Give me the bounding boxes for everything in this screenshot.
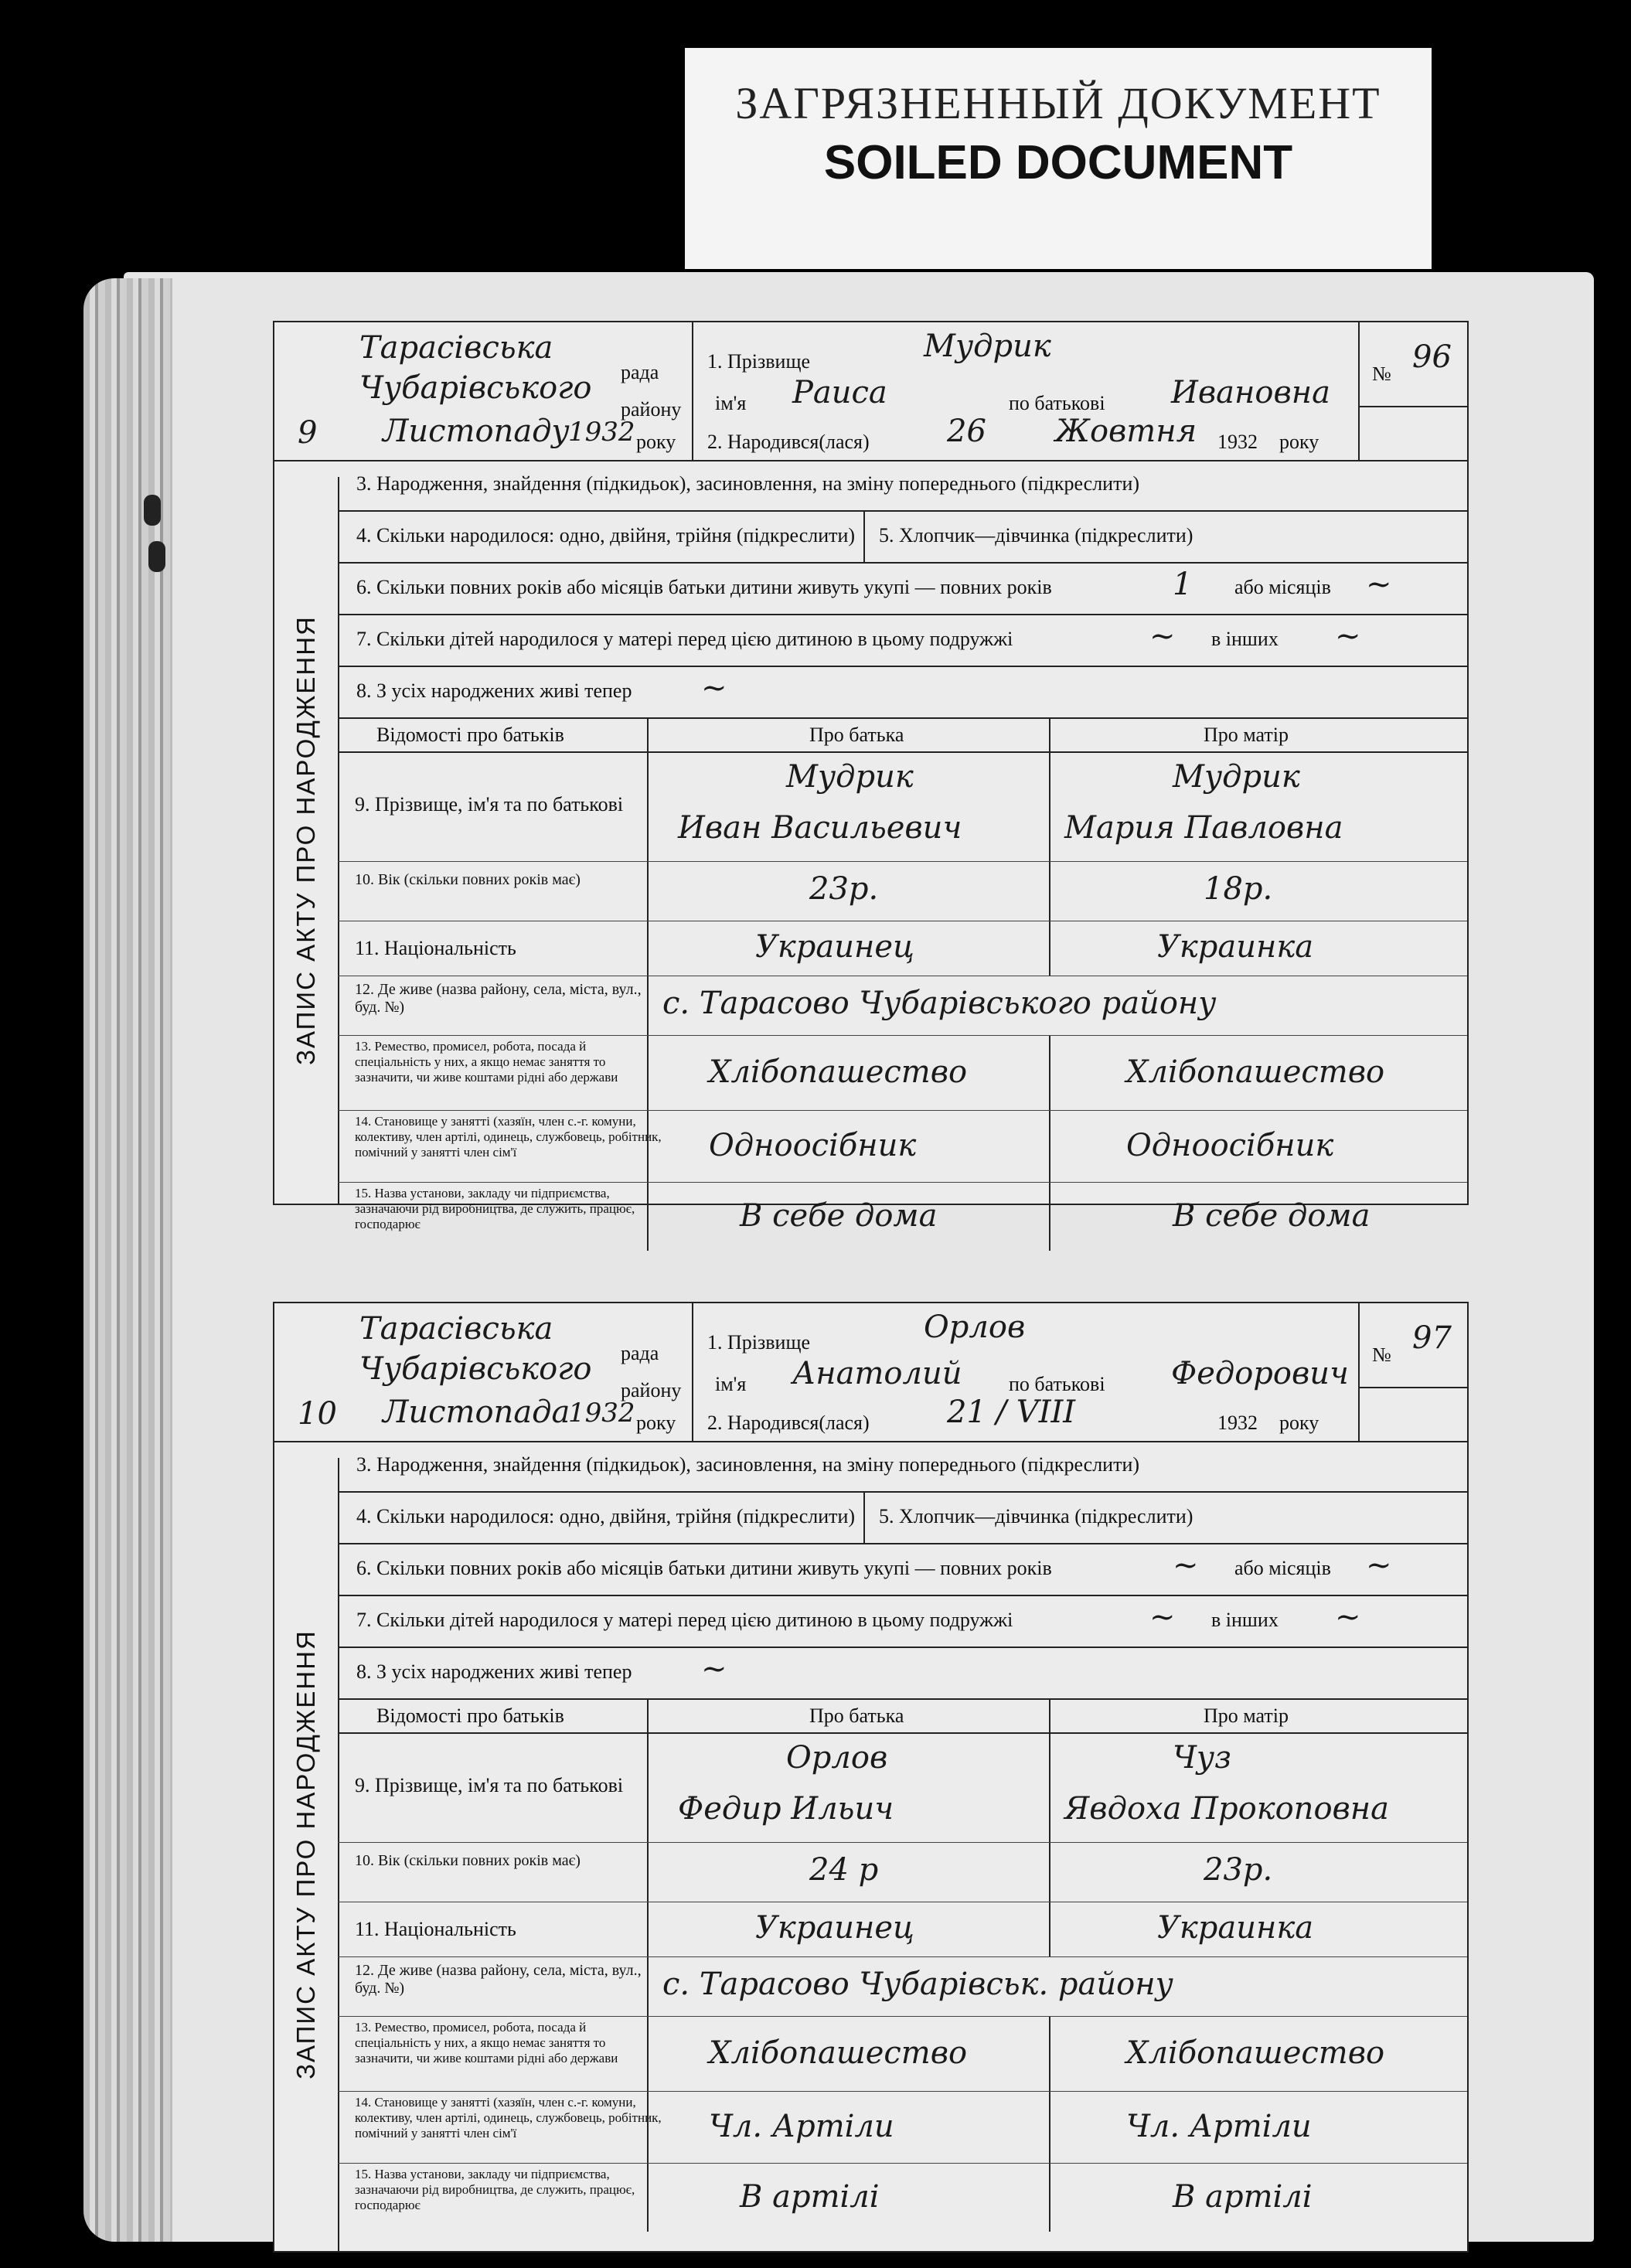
row-13-occupation — [338, 2017, 1467, 2092]
born-label: 2. Народився(лася) — [707, 431, 870, 453]
alive-handwritten: ~ — [701, 670, 727, 706]
row-11-nationality — [338, 1902, 1467, 1957]
field-10-label: 10. Вік (скільки повних років має) — [355, 871, 581, 888]
side-title — [274, 1458, 339, 2251]
row-10-age — [338, 862, 1467, 921]
roku-label-2: року — [1279, 431, 1319, 453]
row-11-nationality — [338, 921, 1467, 976]
months-handwritten: ~ — [1366, 1548, 1392, 1583]
field-14-label: 14. Становище у занятті (хазяїн, член с.-г. комуни, колективу, член артілі, одинець, службовець, робітник, помічний у занятті член сім'ї — [355, 1114, 662, 1160]
father-nationality-handwritten: Украинец — [755, 929, 914, 965]
parents-table-header — [338, 719, 1467, 753]
rada-label: рада — [621, 1342, 659, 1364]
roku-label: року — [636, 1412, 676, 1434]
row-9-fullname — [338, 753, 1467, 862]
field-14-label: 14. Становище у занятті (хазяїн, член с.-г. комуни, колективу, член артілі, одинець, службовець, робітник, помічний у занятті член сім'ї — [355, 2095, 662, 2140]
born-day-handwritten: 26 — [947, 414, 986, 449]
years-together-handwritten: 1 — [1173, 567, 1193, 602]
field-8 — [338, 1648, 1467, 1700]
field-3 — [338, 460, 1467, 512]
field-6 — [338, 1544, 1467, 1596]
record-fields — [338, 460, 1467, 1251]
col-info-header: Відомості про батьків — [376, 724, 564, 746]
label-english: SOILED DOCUMENT — [823, 136, 1293, 189]
record-day-handwritten: 10 — [298, 1396, 337, 1432]
mother-occupation-handwritten: Хлібопашество — [1126, 1054, 1385, 1090]
record-year-handwritten: 1932 — [568, 1398, 635, 1429]
field-7-other-label: в інших — [1211, 628, 1279, 650]
children-before-handwritten: ~ — [1149, 618, 1176, 654]
district-handwritten: Чубарівського — [359, 370, 592, 406]
council-block — [274, 322, 693, 460]
col-mother-header: Про матір — [1204, 724, 1289, 746]
mother-occupation-handwritten: Хлібопашество — [1126, 2035, 1385, 2071]
roku-label: року — [636, 431, 676, 453]
birth-record-96 — [273, 321, 1469, 1234]
parents-table-header — [338, 1700, 1467, 1734]
father-workplace-handwritten: В артілі — [740, 2179, 880, 2215]
patronymic-label: по батькові — [1009, 1373, 1105, 1395]
record-number-box — [1358, 322, 1467, 407]
rayon-label: району — [621, 1379, 682, 1401]
col-mother-header: Про матір — [1204, 1704, 1289, 1727]
row-9-fullname — [338, 1734, 1467, 1843]
side-title-text: ЗАПИС АКТУ ПРО НАРОДЖЕННЯ — [291, 615, 320, 1065]
field-6-months-label: або місяців — [1234, 576, 1331, 598]
council-handwritten: Тарасівська — [359, 330, 553, 366]
row-12-address — [338, 976, 1467, 1036]
father-surname-handwritten: Мудрик — [786, 759, 914, 795]
field-7 — [338, 615, 1467, 667]
mother-status-handwritten: Чл. Артіли — [1126, 2109, 1312, 2144]
father-age-handwritten: 23р. — [809, 871, 879, 907]
number-label: № — [1372, 1343, 1391, 1366]
child-name-handwritten: Анатолий — [792, 1356, 962, 1391]
field-11-label: 11. Національність — [355, 937, 516, 959]
birth-record-97 — [273, 1302, 1469, 2253]
field-4-label: 4. Скільки народилося: одно, двійня, трійня (підкреслити) — [356, 1505, 856, 1527]
side-title — [274, 477, 339, 1204]
surname-label: 1. Прізвище — [707, 1331, 811, 1354]
father-status-handwritten: Чл. Артіли — [709, 2109, 894, 2144]
field-7-label: 7. Скільки дітей народилося у матері перед цією дитиною в цьому подружжі — [356, 1609, 1013, 1631]
field-7 — [338, 1596, 1467, 1648]
field-8 — [338, 667, 1467, 719]
father-nationality-handwritten: Украинец — [755, 1910, 914, 1946]
field-3-label: 3. Народження, знайдення (підкидьок), засиновлення, на зміну попереднього (підкреслити) — [356, 472, 1140, 495]
field-5-label: 5. Хлопчик—дівчинка (підкреслити) — [879, 1505, 1193, 1527]
field-4-5 — [338, 512, 1467, 564]
district-handwritten: Чубарівського — [359, 1351, 592, 1387]
council-block — [274, 1303, 693, 1441]
father-occupation-handwritten: Хлібопашество — [709, 2035, 968, 2071]
mother-age-handwritten: 18р. — [1204, 871, 1273, 907]
children-other-handwritten: ~ — [1335, 618, 1361, 654]
mother-name-handwritten: Мария Павловна — [1064, 810, 1343, 846]
born-year-label: 1932 — [1217, 1412, 1258, 1434]
field-6-label: 6. Скільки повних років або місяців батьки дитини живуть укупі — повних років — [356, 576, 1052, 598]
born-month-handwritten: Жовтня — [1055, 414, 1197, 449]
child-patronymic-handwritten: Федорович — [1171, 1356, 1349, 1391]
field-13-label: 13. Ремество, промисел, робота, посада й спеціальність у них, а якщо немає заняття то зазначити, чи живе коштами рідні або держави — [355, 2020, 618, 2065]
row-10-age — [338, 1843, 1467, 1902]
father-name-handwritten: Иван Васильевич — [678, 810, 962, 846]
patronymic-label: по батькові — [1009, 392, 1105, 414]
mother-name-handwritten: Явдоха Прокоповна — [1064, 1791, 1389, 1827]
mother-status-handwritten: Одноосібник — [1126, 1128, 1334, 1163]
field-9-label: 9. Прізвище, ім'я та по батькові — [355, 793, 624, 816]
rayon-label: району — [621, 398, 682, 421]
surname-label: 1. Прізвище — [707, 350, 811, 373]
mother-nationality-handwritten: Украинка — [1157, 929, 1314, 965]
row-15-workplace — [338, 2164, 1467, 2232]
record-header — [274, 1303, 1467, 1442]
alive-handwritten: ~ — [701, 1651, 727, 1687]
field-3 — [338, 1441, 1467, 1493]
record-number-handwritten: 97 — [1412, 1320, 1452, 1356]
born-year-label: 1932 — [1217, 431, 1258, 453]
address-handwritten: с. Тарасово Чубарівськ. району — [662, 1967, 1173, 2002]
mother-surname-handwritten: Чуз — [1173, 1740, 1231, 1776]
child-patronymic-handwritten: Ивановна — [1171, 375, 1330, 410]
mother-surname-handwritten: Мудрик — [1173, 759, 1300, 795]
row-15-workplace — [338, 1183, 1467, 1251]
field-6 — [338, 564, 1467, 615]
record-number-handwritten: 96 — [1412, 339, 1452, 375]
record-month-handwritten: Листопада — [383, 1395, 570, 1430]
child-block — [692, 1303, 1360, 1441]
book-spine — [83, 278, 172, 2242]
field-15-label: 15. Назва установи, закладу чи підприємства, зазначаючи рід виробництва, де служить, працює, господарює — [355, 1186, 635, 1231]
record-year-handwritten: 1932 — [568, 417, 635, 448]
field-4-label: 4. Скільки народилося: одно, двійня, трійня (підкреслити) — [356, 524, 856, 547]
mother-workplace-handwritten: В себе дома — [1173, 1198, 1371, 1234]
mother-workplace-handwritten: В артілі — [1173, 2179, 1313, 2215]
child-block — [692, 322, 1360, 460]
row-14-status — [338, 1111, 1467, 1183]
record-fields — [338, 1441, 1467, 2232]
field-5-label: 5. Хлопчик—дівчинка (підкреслити) — [879, 524, 1193, 547]
field-10-label: 10. Вік (скільки повних років має) — [355, 1852, 581, 1869]
field-6-label: 6. Скільки повних років або місяців батьки дитини живуть укупі — повних років — [356, 1557, 1052, 1579]
father-workplace-handwritten: В себе дома — [740, 1198, 938, 1234]
col-info-header: Відомості про батьків — [376, 1704, 564, 1727]
number-label: № — [1372, 363, 1391, 385]
field-8-label: 8. З усіх народжених живі тепер — [356, 679, 632, 702]
born-label: 2. Народився(лася) — [707, 1412, 870, 1434]
field-7-label: 7. Скільки дітей народилося у матері перед цією дитиною в цьому подружжі — [356, 628, 1013, 650]
row-14-status — [338, 2092, 1467, 2164]
record-day-handwritten: 9 — [298, 415, 318, 451]
father-occupation-handwritten: Хлібопашество — [709, 1054, 968, 1090]
father-status-handwritten: Одноосібник — [709, 1128, 917, 1163]
soiled-document-label — [685, 48, 1432, 269]
father-surname-handwritten: Орлов — [786, 1740, 888, 1776]
record-header — [274, 322, 1467, 461]
born-day-handwritten: 21 / VIII — [947, 1395, 1076, 1430]
child-surname-handwritten: Орлов — [924, 1309, 1026, 1345]
rada-label: рада — [621, 361, 659, 383]
col-father-header: Про батька — [809, 724, 904, 746]
children-before-handwritten: ~ — [1149, 1599, 1176, 1635]
label-russian: ЗАГРЯЗНЕННЫЙ ДОКУМЕНТ — [735, 78, 1381, 128]
child-name-handwritten: Раиса — [792, 375, 887, 410]
months-handwritten: ~ — [1366, 567, 1392, 602]
field-12-label: 12. Де живе (назва району, села, міста, вул., буд. №) — [355, 981, 642, 1016]
field-8-label: 8. З усіх народжених живі тепер — [356, 1660, 632, 1683]
row-12-address — [338, 1957, 1467, 2017]
council-handwritten: Тарасівська — [359, 1311, 553, 1347]
field-11-label: 11. Національність — [355, 1918, 516, 1940]
col-father-header: Про батька — [809, 1704, 904, 1727]
child-surname-handwritten: Мудрик — [924, 329, 1051, 364]
years-together-handwritten: ~ — [1173, 1548, 1199, 1583]
address-handwritten: с. Тарасово Чубарівського району — [662, 986, 1217, 1021]
mother-age-handwritten: 23р. — [1204, 1852, 1273, 1888]
father-age-handwritten: 24 р — [809, 1852, 879, 1888]
father-name-handwritten: Федир Ильич — [678, 1791, 894, 1827]
children-other-handwritten: ~ — [1335, 1599, 1361, 1635]
field-9-label: 9. Прізвище, ім'я та по батькові — [355, 1774, 624, 1796]
name-label: ім'я — [715, 1373, 747, 1395]
field-6-months-label: або місяців — [1234, 1557, 1331, 1579]
binding-pin — [148, 541, 165, 572]
field-4-5 — [338, 1493, 1467, 1544]
field-13-label: 13. Ремество, промисел, робота, посада й спеціальність у них, а якщо немає заняття то зазначити, чи живе коштами рідні або держави — [355, 1039, 618, 1085]
row-13-occupation — [338, 1036, 1467, 1111]
record-month-handwritten: Листопаду — [383, 414, 570, 449]
mother-nationality-handwritten: Украинка — [1157, 1910, 1314, 1946]
field-7-other-label: в інших — [1211, 1609, 1279, 1631]
side-title-text: ЗАПИС АКТУ ПРО НАРОДЖЕННЯ — [291, 1629, 320, 2079]
field-3-label: 3. Народження, знайдення (підкидьок), засиновлення, на зміну попереднього (підкреслити) — [356, 1453, 1140, 1476]
binding-pin — [144, 495, 161, 526]
name-label: ім'я — [715, 392, 747, 414]
roku-label-2: року — [1279, 1412, 1319, 1434]
record-number-box — [1358, 1303, 1467, 1388]
field-15-label: 15. Назва установи, закладу чи підприємства, зазначаючи рід виробництва, де служить, працює, господарює — [355, 2167, 635, 2212]
field-12-label: 12. Де живе (назва району, села, міста, вул., буд. №) — [355, 1962, 642, 1997]
